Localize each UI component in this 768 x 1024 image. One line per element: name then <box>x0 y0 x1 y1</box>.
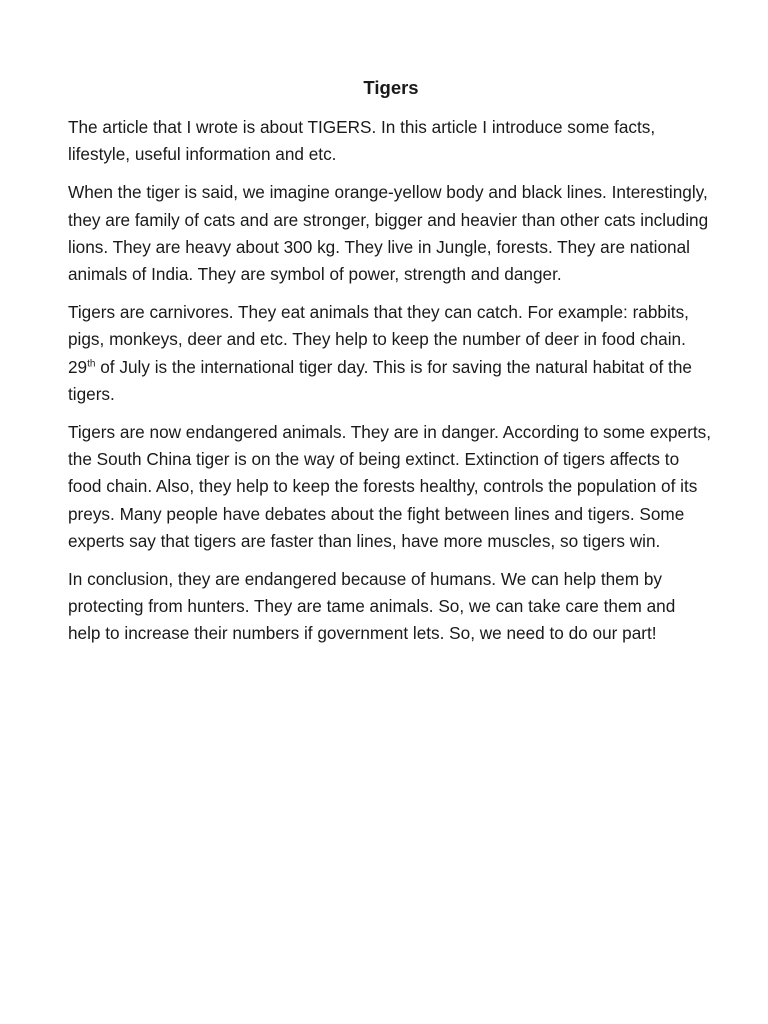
paragraph-diet <box>68 299 712 408</box>
paragraph-endangered: Tigers are now endangered animals. They are in danger. According to some experts, the South China tiger is on the way of being extinct. Extinction of tigers affects to food chain. Also, they help to keep the forests healthy, controls the population of its preys. Many people have debates about the fight between lines and tigers. Some experts say that tigers are faster than lines, have more muscles, so tigers win. <box>68 422 711 551</box>
paragraph-intro: The article that I wrote is about TIGERS. In this article I introduce some facts, lifestyle, useful information and etc. <box>68 117 656 165</box>
ordinal-suffix: th <box>87 357 96 369</box>
paragraph-appearance: When the tiger is said, we imagine orange-yellow body and black lines. Interestingly, they are family of cats and are stronger, bigger and heavier than other cats including lions. They are heavy about 300 kg. They live in Jungle, forests. They are national animals of India. They are symbol of power, strength and danger. <box>68 182 709 285</box>
document-body <box>68 74 712 659</box>
paragraph-conclusion: In conclusion, they are endangered because of humans. We can help them by protecting from hunters. They are tame animals. So, we can take care them and help to increase their numbers if government lets. So, we need to do our part! <box>68 569 676 644</box>
document-title: Tigers <box>363 77 419 98</box>
paragraph-diet-text-after: of July is the international tiger day. This is for saving the natural habitat of the tigers. <box>68 356 692 404</box>
paragraph-diet-text-before: Tigers are carnivores. They eat animals that they can catch. For example: rabbits, pigs, monkeys, deer and etc. They help to keep the number of deer in food chain. 29 <box>68 302 689 377</box>
